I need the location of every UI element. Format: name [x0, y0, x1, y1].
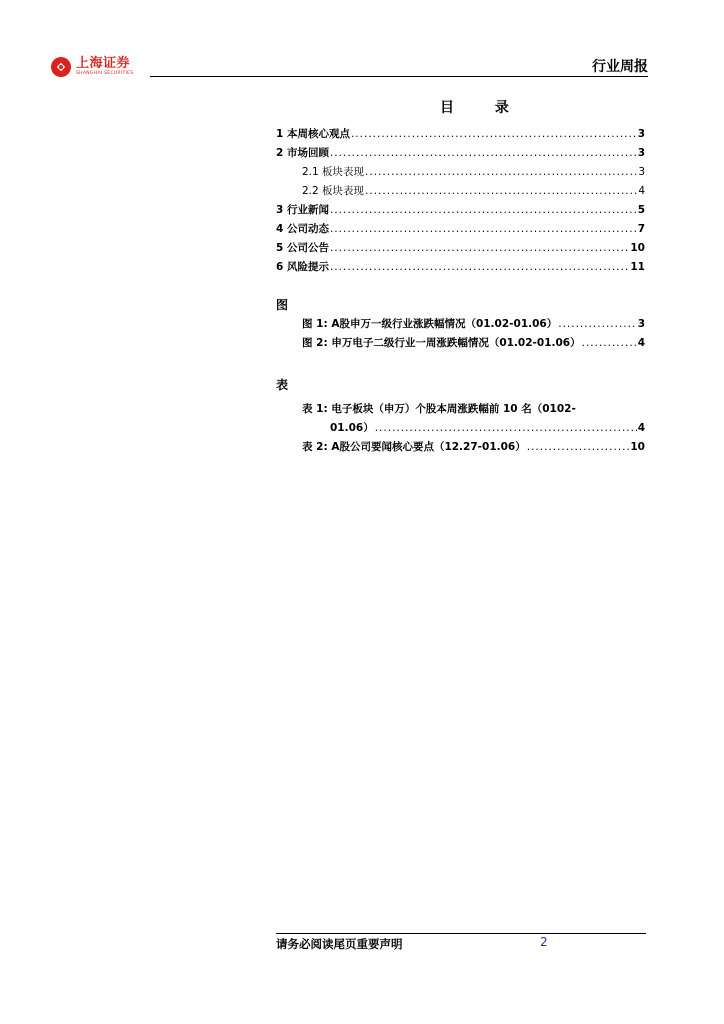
- toc-leader-dots: [527, 439, 630, 455]
- toc-entry[interactable]: [0, 259, 724, 275]
- table-list-entry-continued[interactable]: [0, 420, 724, 436]
- toc-title: 目 录: [440, 100, 527, 116]
- figure-list-entry[interactable]: [0, 316, 724, 332]
- toc-entry[interactable]: [0, 183, 724, 199]
- footer-divider: [276, 933, 646, 934]
- header-divider: [150, 76, 648, 77]
- toc-leader-dots: [330, 259, 629, 275]
- figure-entry-label: 图 2: 申万电子二级行业一周涨跌幅情况（01.02-01.06）: [302, 337, 581, 349]
- toc-entry-label: 2.1 板块表现: [302, 166, 365, 178]
- toc-entry-page: 3: [638, 166, 645, 178]
- toc-entry-label: 2.2 板块表现: [302, 185, 365, 197]
- table-entry-label-line2: 01.06）: [330, 422, 374, 434]
- toc-entry-page: 3: [637, 147, 645, 159]
- logo-english-name: SHANGHAI SECURITIES: [76, 71, 134, 77]
- toc-entry[interactable]: [0, 164, 724, 180]
- table-entry-page: 10: [630, 441, 645, 453]
- figure-entry-page: 4: [637, 337, 645, 349]
- toc-leader-dots: [365, 164, 637, 180]
- figure-entry-label: 图 1: A股申万一级行业涨跌幅情况（01.02-01.06）: [302, 318, 558, 330]
- page-header: [50, 52, 648, 80]
- toc-entry-page: 11: [630, 261, 645, 273]
- toc-leader-dots: [558, 316, 636, 332]
- toc-entry[interactable]: [0, 145, 724, 161]
- figures-heading: 图: [276, 298, 289, 312]
- toc-leader-dots: [330, 240, 629, 256]
- toc-leader-dots: [351, 126, 637, 142]
- table-list-entry[interactable]: [0, 401, 724, 417]
- logo-chinese-name: 上海证券: [76, 56, 131, 72]
- figure-entry-page: 3: [637, 318, 645, 330]
- toc-entry-page: 3: [637, 128, 645, 140]
- toc-leader-dots: [375, 420, 637, 436]
- toc-entry[interactable]: [0, 126, 724, 142]
- toc-leader-dots: [582, 335, 637, 351]
- toc-entry-page: 10: [630, 242, 645, 254]
- toc-entry-page: 5: [637, 204, 645, 216]
- toc-entry[interactable]: [0, 240, 724, 256]
- toc-entry-label: 1 本周核心观点: [276, 128, 350, 140]
- figure-list-entry[interactable]: [0, 335, 724, 351]
- logo-emblem-icon: [50, 56, 72, 78]
- tables-heading: 表: [276, 378, 289, 392]
- toc-entry-page: 4: [638, 185, 645, 197]
- toc-leader-dots: [330, 202, 637, 218]
- toc-entry-label: 3 行业新闻: [276, 204, 329, 216]
- toc-leader-dots: [330, 145, 637, 161]
- toc-entry[interactable]: [0, 202, 724, 218]
- toc-entry[interactable]: [0, 221, 724, 237]
- toc-leader-dots: [330, 221, 637, 237]
- table-entry-page: 4: [637, 422, 645, 434]
- table-entry-label: 表 2: A股公司要闻核心要点（12.27-01.06）: [302, 441, 526, 453]
- toc-entry-label: 4 公司动态: [276, 223, 329, 235]
- toc-entry-label: 2 市场回顾: [276, 147, 329, 159]
- table-list-entry[interactable]: [0, 439, 724, 455]
- company-logo: [50, 56, 133, 78]
- report-type-label: 行业周报: [592, 59, 648, 75]
- toc-entry-page: 7: [637, 223, 645, 235]
- toc-entry-label: 6 风险提示: [276, 261, 329, 273]
- footer-disclaimer: 请务必阅读尾页重要声明: [276, 937, 403, 951]
- toc-leader-dots: [365, 183, 637, 199]
- page-number: 2: [540, 935, 548, 949]
- toc-entry-label: 5 公司公告: [276, 242, 329, 254]
- table-entry-label-line1: 表 1: 电子板块（申万）个股本周涨跌幅前 10 名（0102-: [302, 403, 576, 415]
